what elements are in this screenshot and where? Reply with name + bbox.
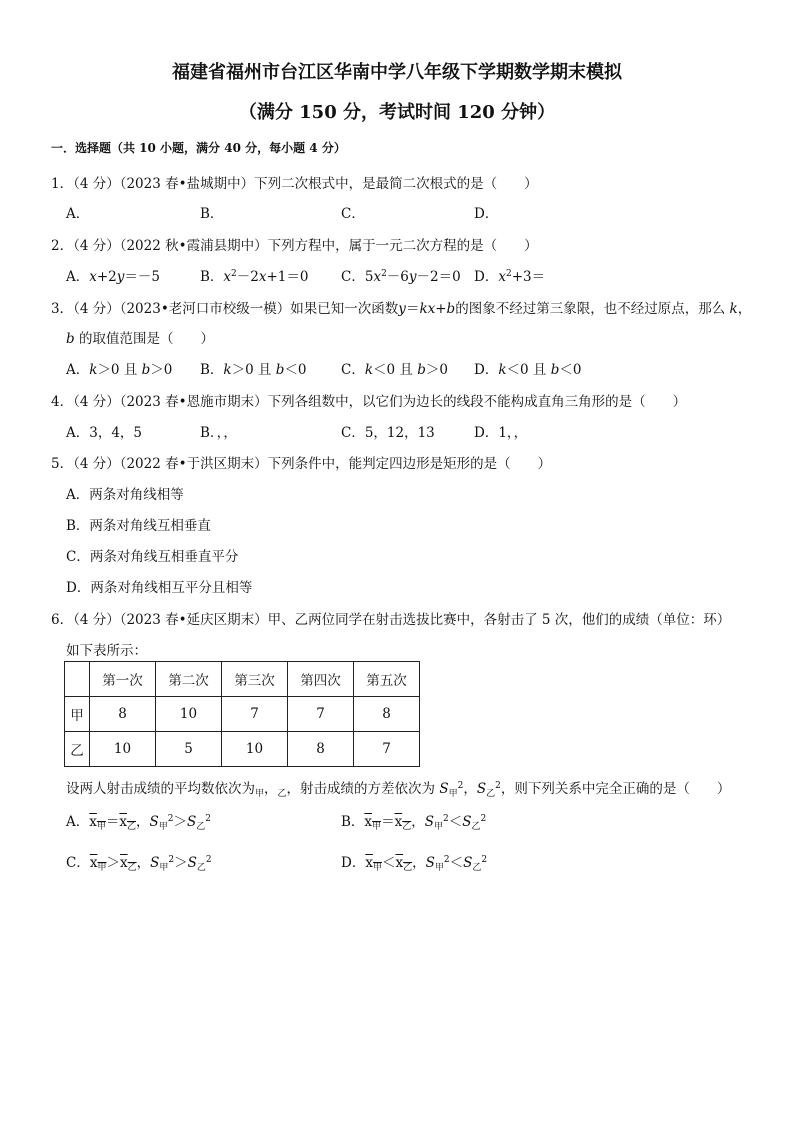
table-cell: 8 [354,697,420,732]
table-cell: 乙 [65,732,90,767]
table-cell: 7 [288,697,354,732]
table-header-row [65,662,420,697]
table-cell: 7 [222,697,288,732]
table-cell: 10 [90,732,156,767]
question-1-option-d: D． [474,206,499,222]
table-row [65,697,420,732]
question-3-option-d: D．k＜0 且 b＜0 [474,362,582,378]
table-header-cell [65,662,90,697]
table-cell: 8 [288,732,354,767]
table-cell: 10 [156,697,222,732]
question-3-option-c: C．k＜0 且 b＞0 [341,362,448,378]
question-5-stem: 5．（4 分）（2022 春•于洪区期末）下列条件中，能判定四边形是矩形的是（ ） [51,456,552,472]
table-row [65,732,420,767]
table-cell: 5 [156,732,222,767]
section-heading: 一．选择题（共 10 小题，满分 40 分，每小题 4 分） [51,141,346,155]
question-6-option-a: A．$x_甲=x_乙$，$S_甲^2>S_乙^2$ [66,814,212,832]
question-2-option-c: C．$5x^2-6y-2=0$ [341,269,461,285]
question-1-option-a: A． [66,206,90,222]
question-6-option-c: C．$x_甲>x_乙$，$S_甲^2>S_乙^2$ [66,855,212,873]
question-4-stem: 4．（4 分）（2023 春•恩施市期末）下列各组数中，以它们为边长的线段不能构成直角三角形的是（ ） [51,394,687,410]
question-1-option-b: B． [200,206,224,222]
table-header-cell: 第五次 [354,662,420,697]
question-6-stem-line3: 设两人射击成绩的平均数依次为$_甲$，$_乙$，射击成绩的方差依次为 $S_甲^2$，$S_乙^2$，则下列关系中完全正确的是（ ） [66,781,731,799]
question-4-option-b: B．，， [200,425,237,441]
question-1-option-c: C． [341,206,365,222]
table-header-cell: 第四次 [288,662,354,697]
question-1-stem: 1．（4 分）（2023 春•盐城期中）下列二次根式中，是最简二次根式的是（ ） [51,176,538,192]
question-4-option-c: C．5，12，13 [341,425,435,441]
table-header-cell: 第三次 [222,662,288,697]
question-3-option-a: A．k＞0 且 b＞0 [66,362,173,378]
exam-title: 福建省福州市台江区华南中学八年级下学期数学期末模拟 [172,62,622,83]
question-5-option-c: C．两条对角线互相垂直平分 [66,549,239,565]
table-cell: 甲 [65,697,90,732]
question-6-option-d: D．$x_甲<x_乙$，$S_甲^2<S_乙^2$ [341,855,488,873]
question-2-option-b: B．$x^2-2x+1=0$ [200,269,309,285]
table-header-cell: 第二次 [156,662,222,697]
question-3-option-b: B．k＞0 且 b＜0 [200,362,307,378]
question-5-option-b: B．两条对角线互相垂直 [66,518,211,534]
question-5-option-a: A．两条对角线相等 [66,487,184,503]
question-6-stem-line2: 如下表所示： [66,643,147,659]
question-3-stem-line2: b 的取值范围是（ ） [66,331,214,347]
table-cell: 10 [222,732,288,767]
exam-subtitle: （满分 150 分，考试时间 120 分钟） [238,102,556,123]
question-4-option-d: D．1，， [474,425,528,441]
table-cell: 8 [90,697,156,732]
score-table [64,661,420,767]
question-6-stem: 6．（4 分）（2023 春•延庆区期末）甲、乙两位同学在射击选拔比赛中，各射击了 5 次，他们的成绩（单位：环） [51,612,731,628]
question-6-option-b: B．$x_甲=x_乙$，$S_甲^2<S_乙^2$ [341,814,487,832]
table-header-cell: 第一次 [90,662,156,697]
question-3-stem: 3．（4 分）（2023•老河口市校级一模）如果已知一次函数y＝kx+b的图象不经过第三象限，也不经过原点，那么 k， [51,301,752,317]
table-cell: 7 [354,732,420,767]
question-2-stem: 2．（4 分）（2022 秋•霞浦县期中）下列方程中，属于一元二次方程的是（ ） [51,238,538,254]
question-2-option-a: A．x+2y＝－5 [66,269,161,285]
question-2-option-d: D．$x^2+3=$ [474,269,546,285]
question-4-option-a: A．3，4，5 [66,425,143,441]
question-5-option-d: D．两条对角线相互平分且相等 [66,580,253,596]
